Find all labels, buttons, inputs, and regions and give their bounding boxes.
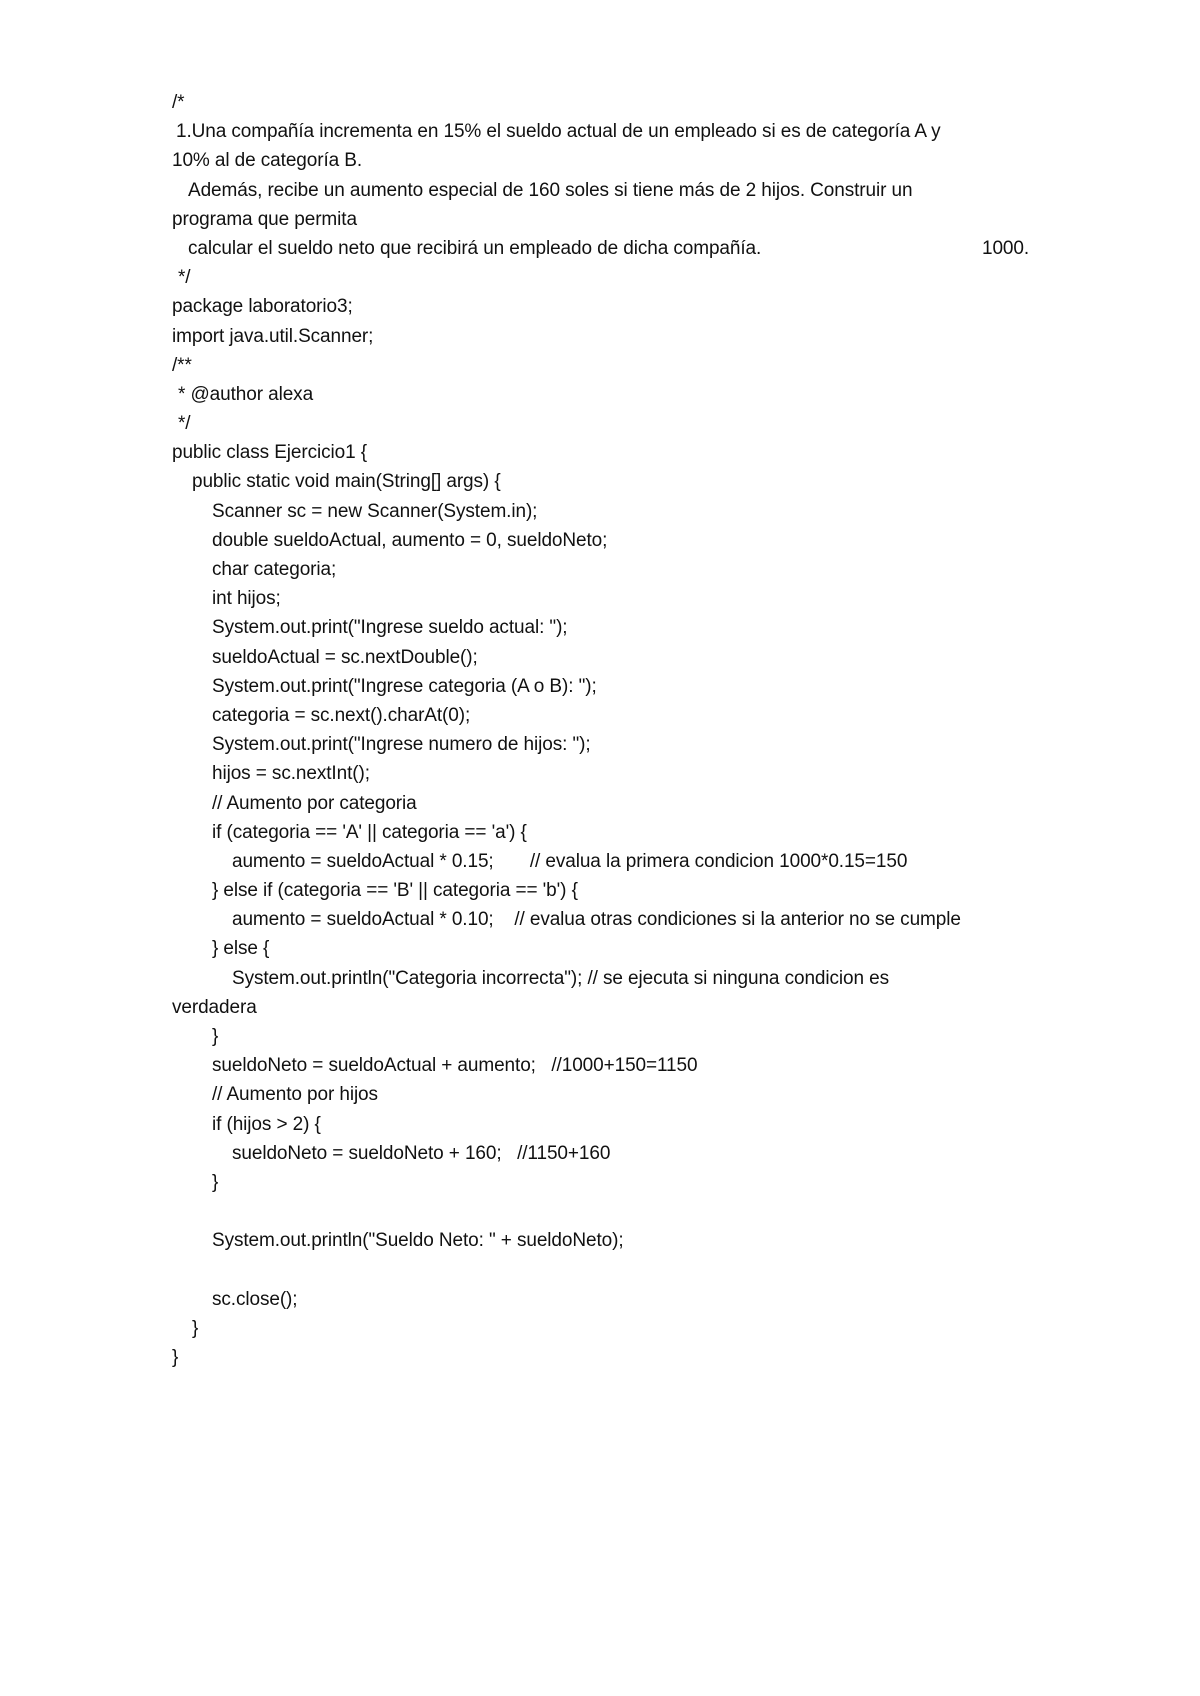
document-line xyxy=(172,905,1052,934)
line-text: programa que permita xyxy=(172,208,357,230)
document-line xyxy=(172,1168,1052,1197)
document-line xyxy=(172,818,1052,847)
line-text: } xyxy=(212,1171,219,1193)
line-text: // Aumento por hijos xyxy=(212,1084,378,1106)
line-text: } xyxy=(212,1026,219,1047)
line-text: aumento = sueldoActual * 0.15; // evalua la primera condicion 1000*0.15=150 xyxy=(232,850,908,872)
line-text: Scanner sc = new Scanner(System.in); xyxy=(212,500,538,522)
line-right-text: 1000. xyxy=(982,237,1030,259)
line-text: public static void main(String[] args) { xyxy=(192,471,501,493)
line-text: hijos = sc.nextInt(); xyxy=(212,763,370,785)
line-text: verdadera xyxy=(172,996,257,1018)
document-line xyxy=(172,1110,1052,1139)
document-line xyxy=(172,643,1052,672)
line-text: System.out.println("Sueldo Neto: " + sueldoNeto); xyxy=(212,1230,624,1252)
document-line xyxy=(172,1080,1052,1109)
document-line xyxy=(172,438,1052,467)
line-text: public class Ejercicio1 { xyxy=(172,442,367,464)
document-line xyxy=(172,526,1052,555)
document-line xyxy=(172,993,1052,1022)
line-text: sueldoNeto = sueldoNeto + 160; //1150+160 xyxy=(232,1142,611,1164)
document-line xyxy=(172,497,1052,526)
line-text: /* xyxy=(172,92,185,113)
line-text: aumento = sueldoActual * 0.10; // evalua otras condiciones si la anterior no se cumple xyxy=(232,909,961,931)
document-line xyxy=(172,1022,1052,1051)
document-line xyxy=(172,88,1052,117)
line-text: */ xyxy=(178,413,191,435)
document-line xyxy=(172,1343,1052,1372)
line-text: System.out.print("Ingrese numero de hijos: "); xyxy=(212,734,591,756)
document-line xyxy=(172,730,1052,759)
document-line xyxy=(172,205,1052,234)
document-line xyxy=(172,1256,1052,1285)
document-line xyxy=(172,701,1052,730)
line-text: } xyxy=(172,1347,179,1369)
document-line xyxy=(172,380,1052,409)
line-text: package laboratorio3; xyxy=(172,296,353,318)
line-text: System.out.print("Ingrese categoria (A o B): "); xyxy=(212,675,597,697)
line-text: int hijos; xyxy=(212,588,281,610)
document-line xyxy=(172,351,1052,380)
document-line xyxy=(172,117,1052,146)
document-line xyxy=(172,176,1052,205)
line-text: sueldoNeto = sueldoActual + aumento; //1000+150=1150 xyxy=(212,1055,698,1077)
document-line xyxy=(172,789,1052,818)
line-text: */ xyxy=(178,267,191,289)
line-text: char categoria; xyxy=(212,559,337,580)
document-line xyxy=(172,555,1052,584)
document-line xyxy=(172,876,1052,905)
line-text: 10% al de categoría B. xyxy=(172,150,363,172)
line-text: import java.util.Scanner; xyxy=(172,325,374,347)
line-text: System.out.println("Categoria incorrecta"); // se ejecuta si ninguna condicion es xyxy=(232,967,890,989)
document-line xyxy=(172,1051,1052,1080)
document-line xyxy=(172,467,1052,496)
line-text: sueldoActual = sc.nextDouble(); xyxy=(212,646,478,668)
document-line xyxy=(172,1314,1052,1343)
document-line xyxy=(172,146,1052,175)
line-text: 1.Una compañía incrementa en 15% el sueldo actual de un empleado si es de categoría A y xyxy=(176,121,941,143)
document-line xyxy=(172,1197,1052,1226)
line-text: * @author alexa xyxy=(178,383,314,405)
document-line xyxy=(172,672,1052,701)
document-line xyxy=(172,847,1052,876)
document-line xyxy=(172,1226,1052,1255)
line-text: System.out.print("Ingrese sueldo actual: "); xyxy=(212,617,568,639)
code-listing xyxy=(172,88,1052,1372)
document-line xyxy=(172,613,1052,642)
line-text: } else if (categoria == 'B' || categoria == 'b') { xyxy=(212,880,578,902)
line-text: categoria = sc.next().charAt(0); xyxy=(212,704,471,726)
document-line xyxy=(172,759,1052,788)
line-text: // Aumento por categoria xyxy=(212,792,417,814)
document-line xyxy=(172,934,1052,963)
document-line xyxy=(172,964,1052,993)
document-line xyxy=(172,1139,1052,1168)
document-line xyxy=(172,584,1052,613)
document-line xyxy=(172,409,1052,438)
line-text: calcular el sueldo neto que recibirá un empleado de dicha compañía. xyxy=(188,237,762,259)
document-line xyxy=(172,1285,1052,1314)
line-text: } xyxy=(192,1317,199,1339)
line-text: if (hijos > 2) { xyxy=(212,1113,321,1135)
line-text: double sueldoActual, aumento = 0, sueldoNeto; xyxy=(212,529,608,551)
document-line xyxy=(172,322,1052,351)
document-line xyxy=(172,234,1052,263)
line-text: sc.close(); xyxy=(212,1288,298,1310)
line-text: if (categoria == 'A' || categoria == 'a') { xyxy=(212,821,527,843)
line-text: /** xyxy=(172,354,192,376)
document-line xyxy=(172,292,1052,321)
document-line xyxy=(172,263,1052,292)
line-text: Además, recibe un aumento especial de 160 soles si tiene más de 2 hijos. Construir un xyxy=(188,179,913,201)
line-text: } else { xyxy=(212,938,270,960)
